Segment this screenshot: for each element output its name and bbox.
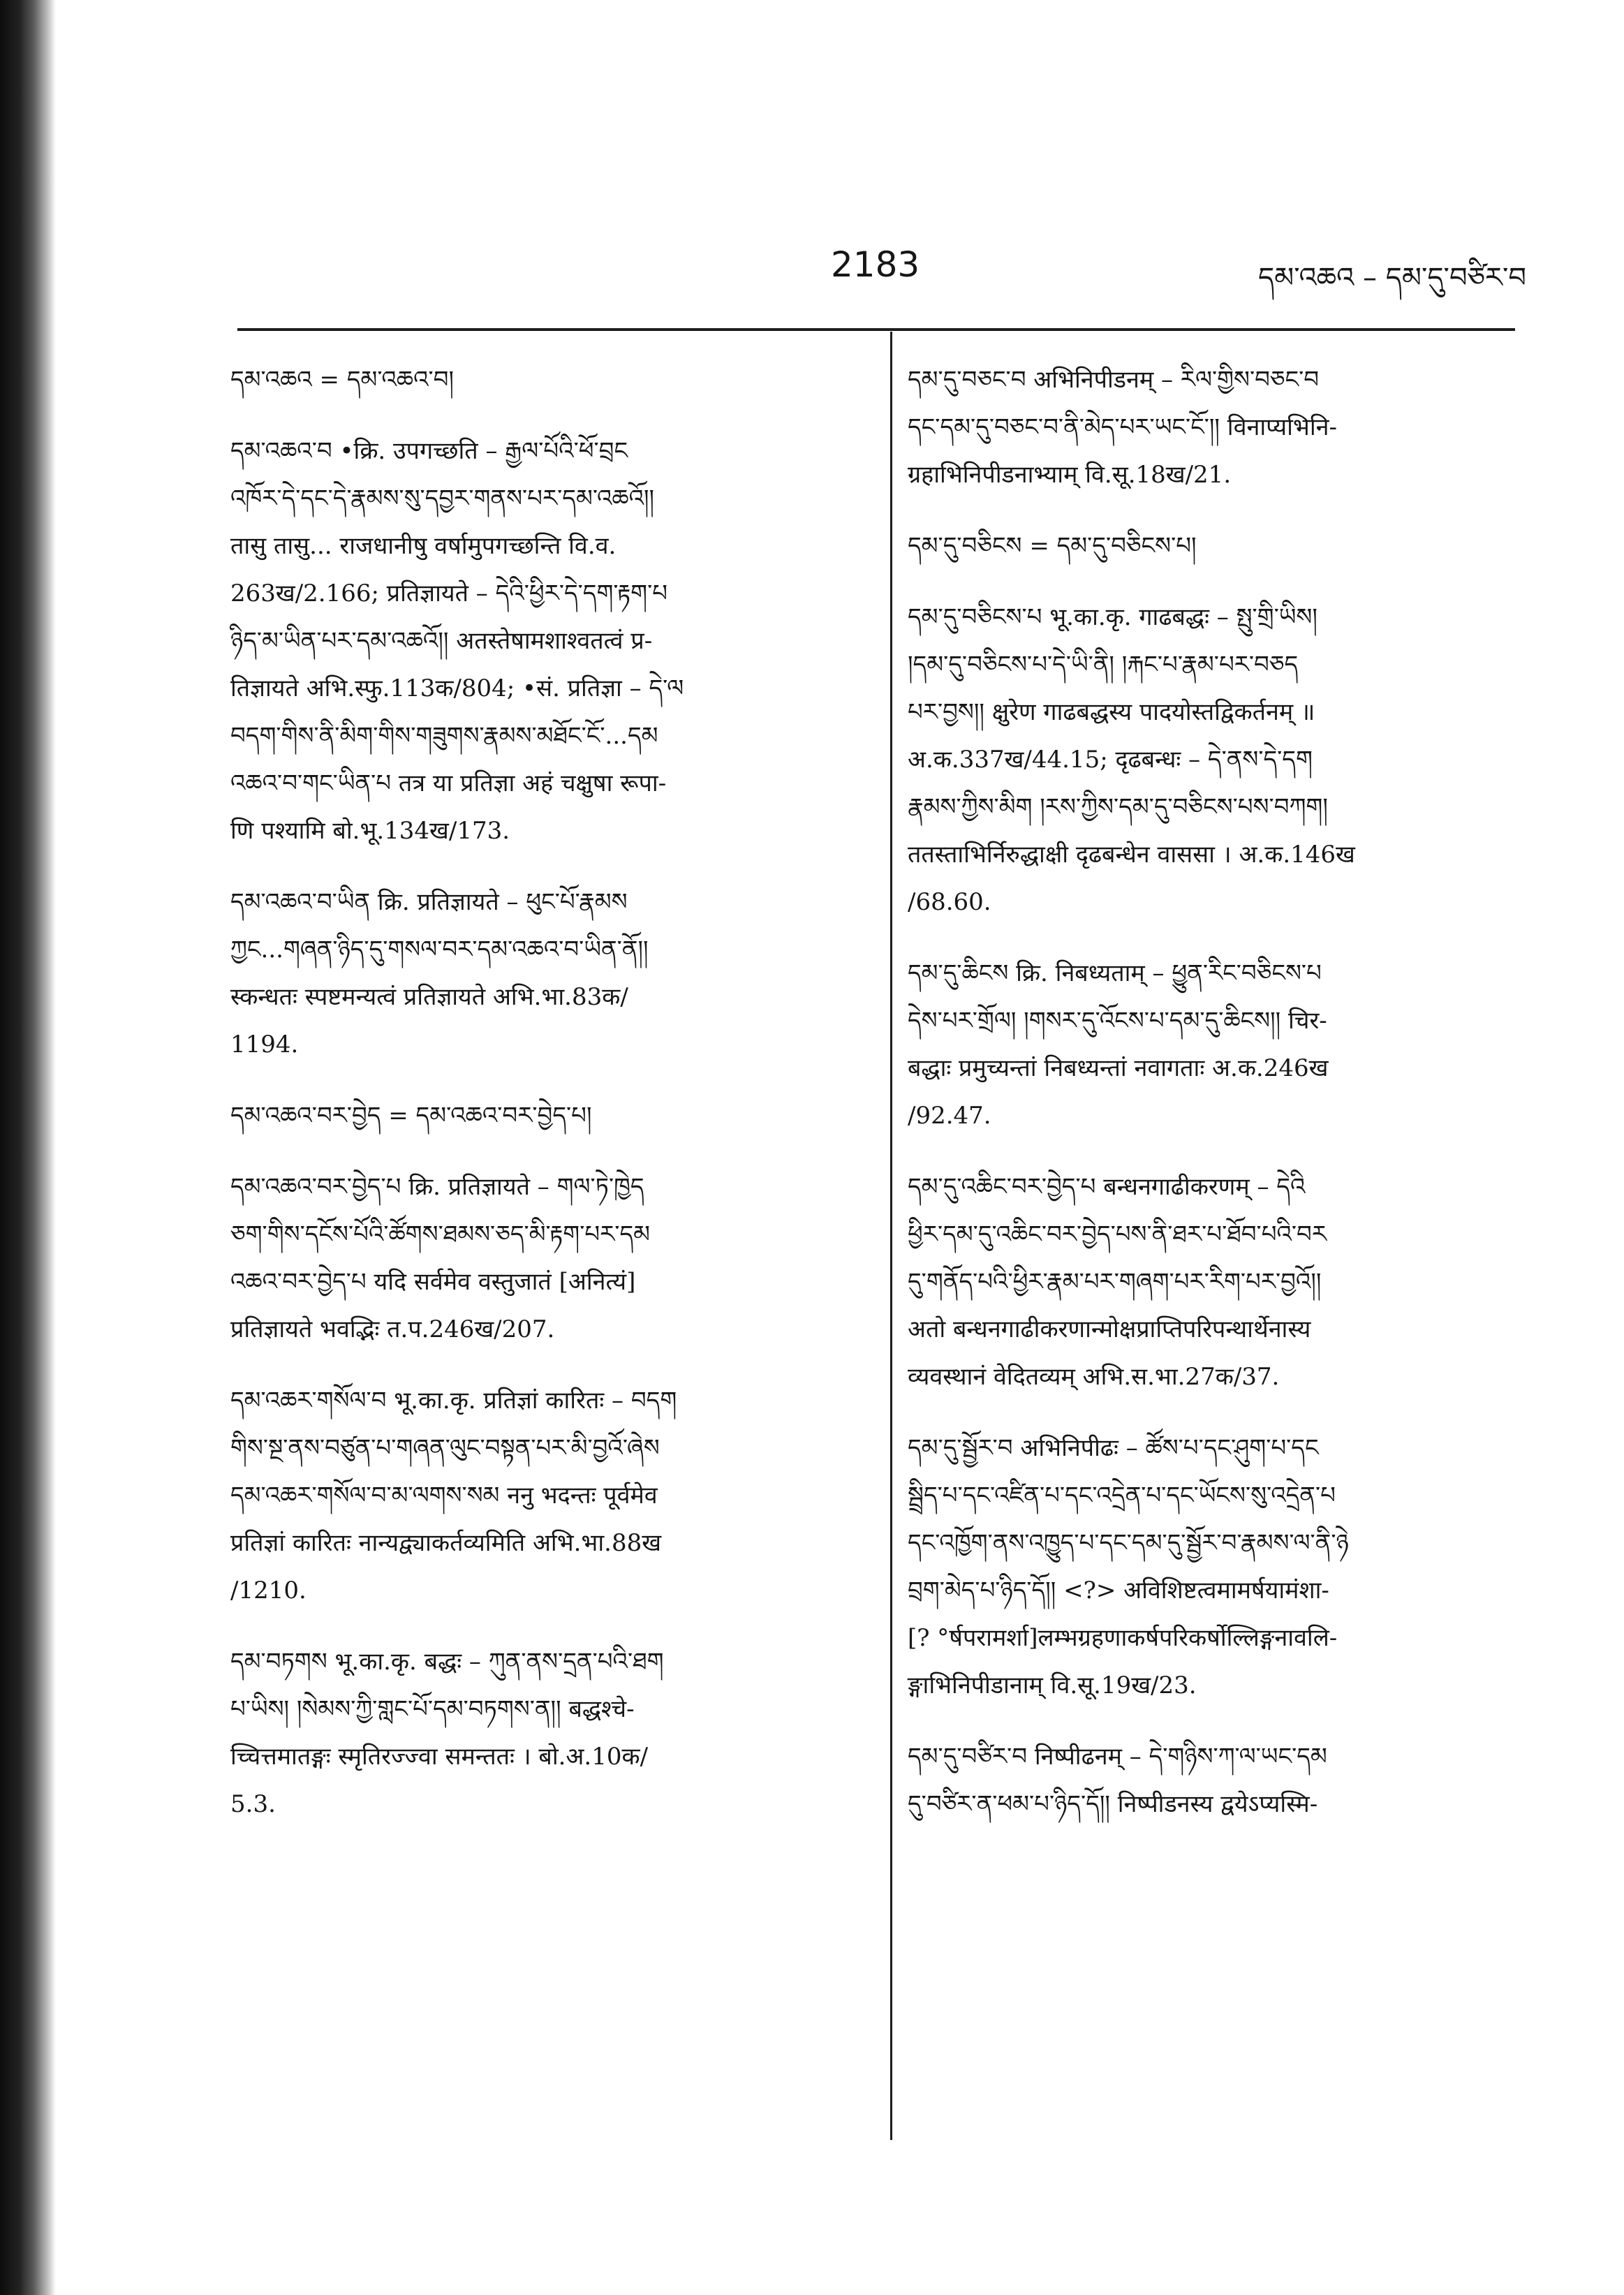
dictionary-entry (908, 1424, 1529, 1709)
entry-headline: དམ་འཆའ་བར་བྱེད་པ क्रि. प्रतिज्ञायते – གལ་ཏེ་ཁྱེད (230, 1173, 644, 1201)
entry-line: प्रतिज्ञां कारितः नान्यद्व्याकर्तव्यमिति अभि.भा.88ख (230, 1529, 662, 1557)
entry-line: བྲག་མེད་པ་ཉིད་དོ།། <?> अविशिष्टत्वमामर्षयामंशा- (908, 1577, 1329, 1604)
entry-line: अ.क.337ख/44.15; दृढबन्धः – དེ་ནས་དེ་དག (908, 746, 1313, 774)
dictionary-entry (230, 1377, 859, 1614)
entry-line: प्रतिज्ञायते भवद्भिः त.प.246ख/207. (230, 1315, 555, 1343)
entry-line: པ་ཡིས། །སེམས་ཀྱི་གླང་པོ་དམ་བཏགས་ན།། बद्धश्चे- (230, 1695, 635, 1723)
entry-line: པར་བྱས།། क्षुरेण गाढबद्धस्य पादयोस्तद्विकर्तनम् ॥ (908, 698, 1315, 726)
column-divider (890, 332, 892, 2140)
entry-line: དང་འཁྱོག་ནས་འཁྱུད་པ་དང་དམ་དུ་སྦྱོར་བ་རྣམས་ལ་ནི་ཉེ (908, 1529, 1349, 1557)
entry-line: དེས་པར་གྲོལ། །གསར་དུ་འོངས་པ་དམ་དུ་ཆིངས།། चिर- (908, 1007, 1327, 1035)
dictionary-entry (230, 427, 859, 855)
dictionary-entry (908, 1163, 1529, 1401)
header-rule (237, 328, 1515, 331)
entry-line: ङ्गाभिनिपीडानाम् वि.सू.19ख/23. (908, 1672, 1197, 1699)
dictionary-entry (908, 1733, 1529, 1828)
entry-line: व्यवस्थानं वेदितव्यम् अभि.स.भा.27क/37. (908, 1363, 1280, 1391)
entry-line: འཁོར་དེ་དང་དེ་རྣམས་སུ་དབྱར་གནས་པར་དམ་འཆའོ།། (230, 485, 655, 512)
dictionary-entry (908, 950, 1529, 1139)
entry-line: [? °र्षपरामर्शा]लम्भग्रहणाकर्षपरिकर्षोल्लिङ्गनावलि- (908, 1624, 1338, 1652)
entry-headline: དམ་དུ་སྦྱོར་བ अभिनिपीढः – ཚོས་པ་དང་ཤུག་པ་དང (908, 1434, 1319, 1462)
entry-line: बद्धाः प्रमुच्यन्तां निबध्यन्तां नवागताः अ.क.246ख (908, 1054, 1329, 1082)
entry-headline: དམ་དུ་བཅང་བ अभिनिपीडनम् – རིལ་གྱིས་བཅང་བ (908, 366, 1320, 394)
entry-line: སྦྲིད་པ་དང་འཛིན་པ་དང་འདྲེན་པ་དང་ཡོངས་སུ་འདྲེན་པ (908, 1482, 1336, 1510)
entry-line: अतो बन्धनगाढीकरणान्मोक्षप्राप्तिपरिपन्थार्थेनास्य (908, 1315, 1311, 1343)
entry-line: བདག་གིས་ནི་མིག་གིས་གཟུགས་རྣམས་མཐོང་ངོ་...དམ (230, 722, 658, 750)
entry-headline: དམ་འཆའ་བ་ཡིན क्रि. प्रतिज्ञायते – ཕུང་པོ་རྣམས (230, 888, 628, 916)
dictionary-entry (908, 593, 1529, 926)
entry-line: རྣམས་ཀྱིས་མིག །རས་ཀྱིས་དམ་དུ་བཅིངས་པས་བཀག། (908, 793, 1328, 821)
entry-line: ཅག་གིས་དངོས་པོའི་ཚོགས་ཐམས་ཅད་མི་རྟག་པར་དམ (230, 1220, 651, 1248)
entry-headline: དམ་དུ་ཆིངས क्रि. निबध्यताम् – ཕྱུན་རིང་བཅིངས་པ (908, 959, 1322, 987)
running-head: དམ་འཆའ – དམ་དུ་བཙིར་བ (1258, 262, 1526, 294)
entry-line: དང་དམ་དུ་བཅང་བ་ནི་མེད་པར་ཡང་ངོ་།། विनाप्यभिनि- (908, 413, 1337, 441)
entry-line: འཆའ་བར་བྱེད་པ यदि सर्वमेव वस्तुजातं [अनित्यं] (230, 1268, 636, 1296)
entry-line: तिज्ञायते अभि.स्फु.113क/804; •सं. प्रतिज्ञा – དེ་ལ (230, 674, 684, 702)
book-binding-shadow (0, 0, 56, 2295)
entry-headline: དམ་དུ་བཙིར་བ निष्पीढनम् – དེ་གཉིས་ཀ་ལ་ཡང་དམ (908, 1743, 1327, 1771)
entry-line: ततस्ताभिर्निरुद्धाक्षी दृढबन्धेन वाससा । अ.क.146ख (908, 841, 1355, 869)
entry-line: ཀྱང...གཞན་ཉིད་དུ་གསལ་བར་དམ་འཆའ་བ་ཡིན་ནོ།། (230, 936, 649, 964)
entry-line: གིས་སྔ་ནས་བཙུན་པ་གཞན་ལུང་བསྟན་པར་མི་བྱའོ་ཞེས (230, 1434, 660, 1462)
entry-headline: དམ་དུ་བཅིངས་པ भू.का.कृ. गाढबद्धः – སྤུ་གྲི་ཡིས། (908, 603, 1317, 631)
entry-line: /1210. (230, 1577, 307, 1604)
dictionary-entry (908, 522, 1529, 570)
dictionary-entry (230, 878, 859, 1068)
entry-line: འཆའ་བ་གང་ཡིན་པ तत्र या प्रतिज्ञा अहं चक्षुषा रूपा- (230, 769, 667, 797)
entry-line: /68.60. (908, 888, 991, 916)
entry-line: /92.47. (908, 1102, 991, 1130)
entry-headline: དམ་འཆའ་བ •क्रि. उपगच्छति – རྒྱལ་པོའི་ཕོ་བྲང (230, 437, 628, 465)
entry-line: णि पश्यामि बो.भू.134ख/173. (230, 817, 510, 845)
entry-line: ཕྱིར་དམ་དུ་འཆིང་བར་བྱེད་པས་ནི་ཐར་པ་ཐོབ་པའི་བར (908, 1220, 1327, 1248)
entry-line: །དམ་དུ་བཅིངས་པ་དེ་ཡི་ནི། །རྐང་པ་རྣམ་པར་བཅད (908, 651, 1299, 679)
entry-line: च्चित्तमातङ्गः स्मृतिरज्ज्वा समन्ततः । बो.अ.10क/ (230, 1743, 649, 1771)
dictionary-entry (230, 356, 859, 404)
entry-line: स्कन्धतः स्पष्टमन्यत्वं प्रतिज्ञायते अभि.भा.83क/ (230, 983, 628, 1011)
dictionary-entry (230, 1638, 859, 1828)
entry-headline: དམ་འཆའ་བར་བྱེད = དམ་འཆའ་བར་བྱེད་པ། (230, 1102, 592, 1130)
entry-headline: དམ་འཆའ = དམ་འཆའ་བ། (230, 366, 455, 394)
page-header (230, 230, 1526, 307)
entry-headline: དམ་དུ་འཆིང་བར་བྱེད་པ बन्धनगाढीकरणम् – དེའི (908, 1173, 1306, 1201)
right-column (908, 356, 1529, 1852)
entry-headline: དམ་དུ་བཅིངས = དམ་དུ་བཅིངས་པ། (908, 532, 1197, 560)
entry-line: तासु तासु... राजधानीषु वर्षामुपगच्छन्ति वि.व. (230, 532, 617, 560)
entry-line: 5.3. (230, 1790, 276, 1818)
entry-line: ग्रहाभिनिपीडनाभ्याम् वि.सू.18ख/21. (908, 461, 1232, 489)
entry-line: དུ་གནོད་པའི་ཕྱིར་རྣམ་པར་གཞག་པར་རིག་པར་བྱའོ།། (908, 1268, 1322, 1296)
entry-headline: དམ་བཏགས भू.का.कृ. बद्धः – ཀུན་ནས་དྲན་པའི་ཐག (230, 1648, 664, 1676)
dictionary-entry (908, 356, 1529, 499)
entry-line: དུ་བཙིར་ན་ཕམ་པ་ཉིད་དོ།། निष्पीडनस्य द्वयेऽप्यस्मि- (908, 1790, 1318, 1818)
entry-line: 1194. (230, 1031, 299, 1058)
page-number: 2183 (831, 244, 920, 285)
entry-headline: དམ་འཆར་གསོལ་བ भू.का.कृ. प्रतिज्ञां कारितः – བདག (230, 1387, 677, 1415)
dictionary-entry (230, 1092, 859, 1139)
entry-line: ཉིད་མ་ཡིན་པར་དམ་འཆའོ།། अतस्तेषामशाश्वतत्वं प्र- (230, 627, 653, 655)
left-column (230, 356, 859, 1852)
entry-line: དམ་འཆར་གསོལ་བ་མ་ལགས་སམ ननु भदन्तः पूर्वमेव (230, 1482, 658, 1510)
dictionary-entry (230, 1163, 859, 1353)
entry-line: 263ख/2.166; प्रतिज्ञायते – དེའི་ཕྱིར་དེ་དག་རྟག་པ (230, 580, 668, 607)
